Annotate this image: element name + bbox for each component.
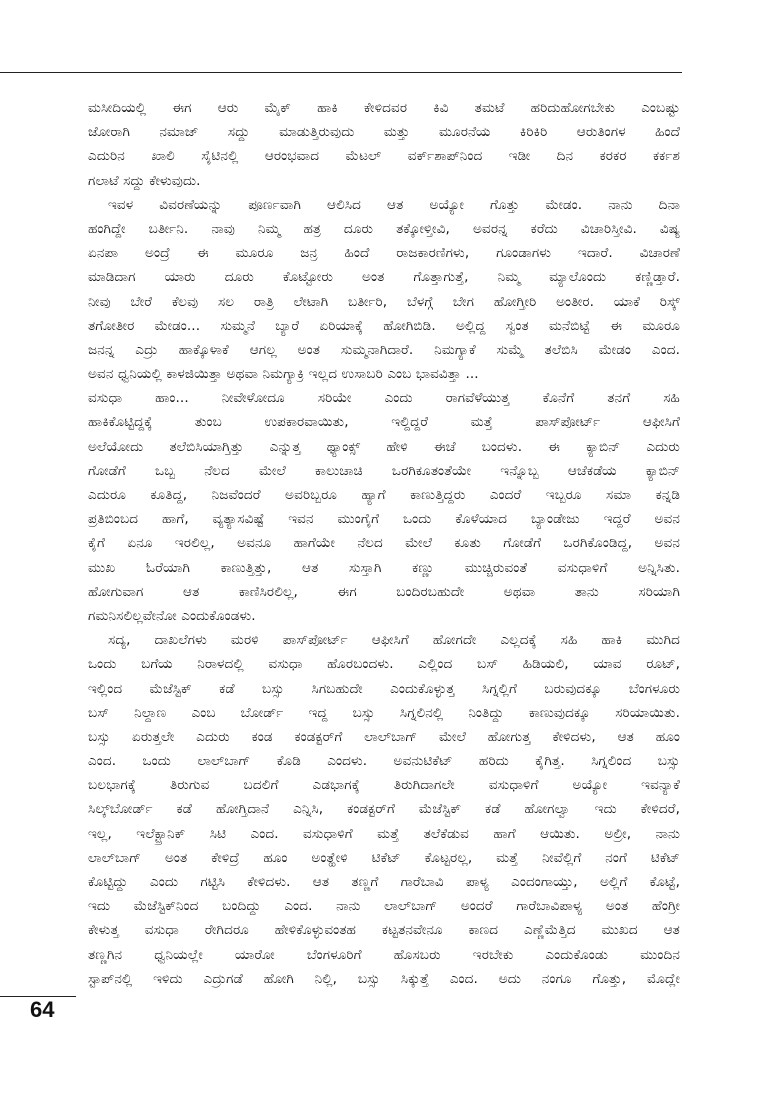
text-line: ಪ್ರತಿಬಿಂಬದ ಹಾಗೆ, ವ್ಯತ್ಯಾಸವಿಷ್ಟೆ ಇವನ ಮುಂಗೈಗೆ ಒಂದು ಕೊಳೆಯಾದ ಬ್ಯಾಂಡೇಜು ಇದ್ದರೆ ಅವನ: [88, 511, 680, 528]
text-line: ಹಂಗಿದ್ದೇ ಬರ್ತೀನಿ. ನಾವು ನಿಮ್ಮ ಹತ್ರ ದೂರು ತಕ್ಕೋಳ್ತೀವಿ, ಅವರನ್ನ ಕರೆದು ವಿಚಾರಿಸ್ತೀವಿ. ವಿಷ್ಯ: [88, 220, 680, 237]
text-line: ವಸುಧಾ ಹಾಂ... ನೀವೇಳೋದೂ ಸರಿಯೇ ಎಂದು ರಾಗವೆಳೆಯುತ್ತ ಕೊನೆಗೆ ತನಗೆ ಸಹಿ: [88, 390, 680, 407]
text-line: ಬಲಭಾಗಕ್ಕೆ ತಿರುಗುವ ಬದಲಿಗೆ ಎಡಭಾಗಕ್ಕೆ ತಿರುಗಿದಾಗಲೇ ವಸುಧಾಳಿಗೆ ಅಯ್ಯೋ ಇವನ್ಯಾಕೆ: [88, 777, 680, 794]
body-text: [88, 96, 680, 991]
text-line: ಏನಪಾ ಅಂದ್ರೆ ಈ ಮೂರೂ ಜನ್ರ ಹಿಂದೆ ರಾಜಕಾರಣಿಗಳು, ಗೂಂಡಾಗಳು ಇದಾರೆ. ವಿಚಾರಣೆ: [88, 245, 680, 262]
text-line: ಜೋರಾಗಿ ನಮಾಜ್ ಸದ್ದು ಮಾಡುತ್ತಿರುವುದು ಮತ್ತು ಮೂರನೆಯ ಕಿರಿಕಿರಿ ಆರುತಿಂಗಳ ಹಿಂದೆ: [88, 124, 680, 141]
text-line: ಜನನ್ನ ಎದ್ರು ಹಾಕ್ಕೊಳಾಕೆ ಆಗಲ್ಲ ಅಂತ ಸುಮ್ಮನಾಗಿದಾರೆ. ನಿಮಗ್ಯಾಕೆ ಸುಮ್ಮೆ ತಲೆಬಿಸಿ ಮೇಡಂ ಎಂದ.: [88, 341, 680, 358]
text-line: ಗೋಡೆಗೆ ಒಬ್ಬ ನೆಲದ ಮೇಲೆ ಕಾಲುಚಾಚಿ ಒರಗಿಕೂತಂತೆಯೇ ಇನ್ನೊಬ್ಬ ಆಚೆಕಡೆಯ ಕ್ಯಾಬಿನ್: [88, 462, 680, 479]
text-line: ಹೋಗುವಾಗ ಆತ ಕಾಣಿಸಿರಲಿಲ್ಲ, ಈಗ ಬಂದಿರಬಹುದೇ ಅಥವಾ ತಾನು ಸರಿಯಾಗಿ: [88, 583, 680, 600]
text-line: ಮಸೀದಿಯಲ್ಲಿ ಈಗ ಆರು ಮೈಕ್ ಹಾಕಿ ಕೇಳಿದವರ ಕಿವಿ ತಮಟೆ ಹರಿದುಹೋಗಬೇಕು ಎಂಬಷ್ಟು: [88, 100, 680, 116]
text-line: ಕೇಳುತ್ತ ವಸುಧಾ ರೇಗಿದರೂ ಹೇಳಿಕೊಳ್ಳುವಂತಹ ಕಟ್ಟತನವೇನೂ ಕಾಣದ ಎಣ್ಣೆಮೆತ್ತಿದ ಮುಖದ ಆತ: [88, 922, 680, 939]
text-line: ಎದುರೂ ಕೂತಿದ್ದ, ನಿಜವೆಂದರೆ ಅವರಿಬ್ಬರೂ ಹ್ಯಾಗೆ ಕಾಣುತ್ತಿದ್ದರು ಎಂದರೆ ಇಬ್ಬರೂ ಸಮಾ ಕನ್ನಡಿ: [88, 487, 680, 503]
text-line: ಎದುರಿನ ಖಾಲಿ ಸೈಟಿನಲ್ಲಿ ಆರಂಭವಾದ ಮೆಟಲ್ ವರ್ಕ್‌ಶಾಪ್‌ನಿಂದ ಇಡೀ ದಿನ ಕರಕರ ಕರ್ಕಶ: [88, 148, 680, 165]
text-line: ಬಸ್ ನಿಲ್ದಾಣ ಎಂಬ ಬೋರ್ಡ್ ಇದ್ದ ಬಸ್ಸು ಸಿಗ್ನಲಿನಲ್ಲಿ ನಿಂತಿದ್ದು ಕಾಣುವುದಕ್ಕೂ ಸರಿಯಾಯಿತು.: [88, 704, 680, 721]
header-rule: [0, 72, 682, 73]
text-line: ಗಲಾಟೆ ಸದ್ದು ಕೇಳುವುದು.: [88, 172, 201, 189]
text-line: ಬಸ್ಸು ಏರುತ್ತಲೇ ಎದುರು ಕಂಡ ಕಂಡಕ್ಟರ್‌ಗೆ ಲಾಲ್‌ಬಾಗ್ ಮೇಲೆ ಹೋಗುತ್ತ ಕೇಳಿದಳು, ಆತ ಹೂಂ: [88, 728, 680, 745]
text-line: ಅಲೆಯೋದು ತಲೆಬಿಸಿಯಾಗ್ತಿತ್ತು ಎನ್ನುತ್ತ ಥ್ಯಾಂಕ್ಸ್ ಹೇಳಿ ಈಚೆ ಬಂದಳು. ಈ ಕ್ಯಾಬಿನ್ ಎದುರು: [88, 438, 680, 455]
text-line: ಸಿಲ್ಕ್‌ಬೋರ್ಡ್ ಕಡೆ ಹೋಗ್ತಿದಾನೆ ಎನ್ನಿಸಿ, ಕಂಡಕ್ಟರ್‌ಗೆ ಮೆಜೆಸ್ಟಿಕ್ ಕಡೆ ಹೋಗಲ್ವಾ ಇದು ಕೇಳಿದರೆ,: [88, 801, 680, 818]
text-line: ಇಲ್ಲಿಂದ ಮೆಜೆಸ್ಟಿಕ್ ಕಡೆ ಬಸ್ಸು ಸಿಗಬಹುದೇ ಎಂದುಕೊಳ್ಳುತ್ತ ಸಿಗ್ನಲ್ಲಿಗೆ ಬರುವುದಕ್ಕೂ ಬೆಂಗಳೂರು: [88, 680, 680, 697]
text-line: ಗಮನಿಸಲಿಲ್ಲವೇನೋ ಎಂದುಕೊಂಡಳು.: [88, 607, 256, 624]
text-line: ಸದ್ಯ, ದಾಖಲೆಗಳು ಮರಳಿ ಪಾಸ್‌ಪೋರ್ಟ್ ಆಫೀಸಿಗೆ ಹೋಗದೇ ಎಲ್ಲದಕ್ಕೆ ಸಹಿ ಹಾಕಿ ಮುಗಿದ: [108, 632, 680, 649]
text-line: ಕೊಟ್ಟಿದ್ದು ಎಂದು ಗಟ್ಟಿಸಿ ಕೇಳಿದಳು. ಆತ ತಣ್ಣಗೆ ಗಾರೆಬಾವಿ ಪಾಳ್ಯ ಎಂದಂಗಾಯ್ತು, ಅಲ್ಲಿಗೆ ಕೊಟ್ಟೆ,: [88, 874, 680, 890]
text-line: ಒಂದು ಬಗೆಯ ನಿರಾಳದಲ್ಲಿ ವಸುಧಾ ಹೊರಬಂದಳು. ಎಲ್ಲಿಂದ ಬಸ್ ಹಿಡಿಯಲಿ, ಯಾವ ರೂಟ್,: [88, 656, 680, 673]
text-line: ತಗೋತೀರ ಮೇಡಂ... ಸುಮ್ಮನೆ ಬ್ಯಾರೆ ಏರಿಯಾಕ್ಕೆ ಹೋಗಿಬಿಡಿ. ಅಲ್ಲಿದ್ದ ಸ್ವಂತ ಮನೆಬಿಟ್ಟೆ ಈ ಮೂರೂ: [88, 317, 680, 334]
text-line: ನೀವು ಬೇರೆ ಕೆಲವು ಸಲ ರಾತ್ರಿ ಲೇಟಾಗಿ ಬರ್ತೀರಿ, ಬೆಳಗ್ಗೆ ಬೇಗ ಹೋಗ್ತೀರಿ ಅಂತೀರ. ಯಾಕೆ ರಿಸ್ಕ್: [88, 293, 680, 310]
text-line: ಕೈಗೆ ಏನೂ ಇರಲಿಲ್ಲ, ಅವನೂ ಹಾಗೆಯೇ ನೆಲದ ಮೇಲೆ ಕೂತು ಗೋಡೆಗೆ ಒರಗಿಕೊಂಡಿದ್ದ, ಅವನ: [88, 535, 680, 552]
text-line: ಸ್ಟಾಪ್‌ನಲ್ಲಿ ಇಳಿದು ಎದ್ರುಗಡೆ ಹೋಗಿ ನಿಲ್ಲಿ, ಬಸ್ಸು ಸಿಕ್ಕುತ್ತೆ ಎಂದ. ಅದು ನಂಗೂ ಗೊತ್ತು, ಮೊದ್ಲೇ: [88, 970, 680, 987]
text-line: ಇದು ಮೆಜೆಸ್ಟಿಕ್‌ನಿಂದ ಬಂದಿದ್ದು ಎಂದ. ನಾನು ಲಾಲ್‌ಬಾಗ್ ಅಂದರೆ ಗಾರೆಬಾವಿಪಾಳ್ಯ ಅಂತ ಹೆಂಗ್ರೀ: [88, 898, 680, 915]
text-line: ಇಲ್ಲ, ಇಲೆಕ್ಟ್ರಾನಿಕ್ ಸಿಟಿ ಎಂದ. ವಸುಧಾಳಿಗೆ ಮತ್ತೆ ತಲೆಕೆಡುವ ಹಾಗೆ ಆಯಿತು. ಅಲ್ರೀ, ನಾನು: [88, 825, 680, 842]
text-line: ಹಾಕಿಕೊಟ್ಟಿದ್ದಕ್ಕೆ ತುಂಬ ಉಪಕಾರವಾಯಿತು, ಇಲ್ದಿದ್ದರೆ ಮತ್ತೆ ಪಾಸ್‌ಪೋರ್ಟ್ ಆಫೀಸಿಗೆ: [88, 414, 680, 431]
text-line: ಮಾಡಿದಾಗ ಯಾರು ದೂರು ಕೊಟ್ಟೋರು ಅಂತ ಗೊತ್ತಾಗುತ್ತೆ, ನಿಮ್ಮ ಮ್ಯಾಲೊಂದು ಕಣ್ಣಿಡ್ತಾರೆ.: [88, 269, 680, 286]
text-line: ಮುಖ ಓರೆಯಾಗಿ ಕಾಣುತ್ತಿತ್ತು, ಆತ ಸುಸ್ತಾಗಿ ಕಣ್ಣು ಮುಚ್ಚಿರುವಂತೆ ವಸುಧಾಳಿಗೆ ಅನ್ನಿಸಿತು.: [88, 559, 680, 576]
text-line: ಇವಳ ವಿವರಣೆಯನ್ನು ಪೂರ್ಣವಾಗಿ ಆಲಿಸಿದ ಆತ ಅಯ್ಯೋ ಗೊತ್ತು ಮೇಡಂ. ನಾನು ದಿನಾ: [108, 196, 680, 213]
page-number: 64: [30, 997, 55, 1022]
text-line: ತಣ್ಣಗಿನ ಧ್ವನಿಯಲ್ಲೇ ಯಾರೋ ಬೆಂಗಳೂರಿಗೆ ಹೊಸಬರು ಇರಬೇಕು ಎಂದುಕೊಂಡು ಮುಂದಿನ: [88, 946, 680, 963]
text-line: ಲಾಲ್‌ಬಾಗ್ ಅಂತ ಕೇಳಿದ್ರೆ ಹೂಂ ಅಂತ್ಹೇಳಿ ಟಿಕೆಟ್ ಕೊಟ್ಟರಲ್ಲ, ಮತ್ತೆ ನೀವೆಲ್ಲಿಗೆ ನಂಗೆ ಟಿಕೆಟ್: [88, 849, 680, 866]
text-line: ಅವನ ಧ್ವನಿಯಲ್ಲಿ ಕಾಳಜಿಯಿತ್ತಾ ಅಥವಾ ನಿಮಗ್ಯಾಕ್ರಿ ಇಲ್ಲದ ಉಸಾಬರಿ ಎಂಬ ಭಾವವಿತ್ತಾ ...: [88, 366, 479, 383]
text-line: ಎಂದ. ಒಂದು ಲಾಲ್‌ಬಾಗ್ ಕೊಡಿ ಎಂದಳು. ಅವನುಟಿಕೆಟ್ ಹರಿದು ಕೈಗಿತ್ತ. ಸಿಗ್ನಲಿಂದ ಬಸ್ಸು: [88, 753, 680, 770]
